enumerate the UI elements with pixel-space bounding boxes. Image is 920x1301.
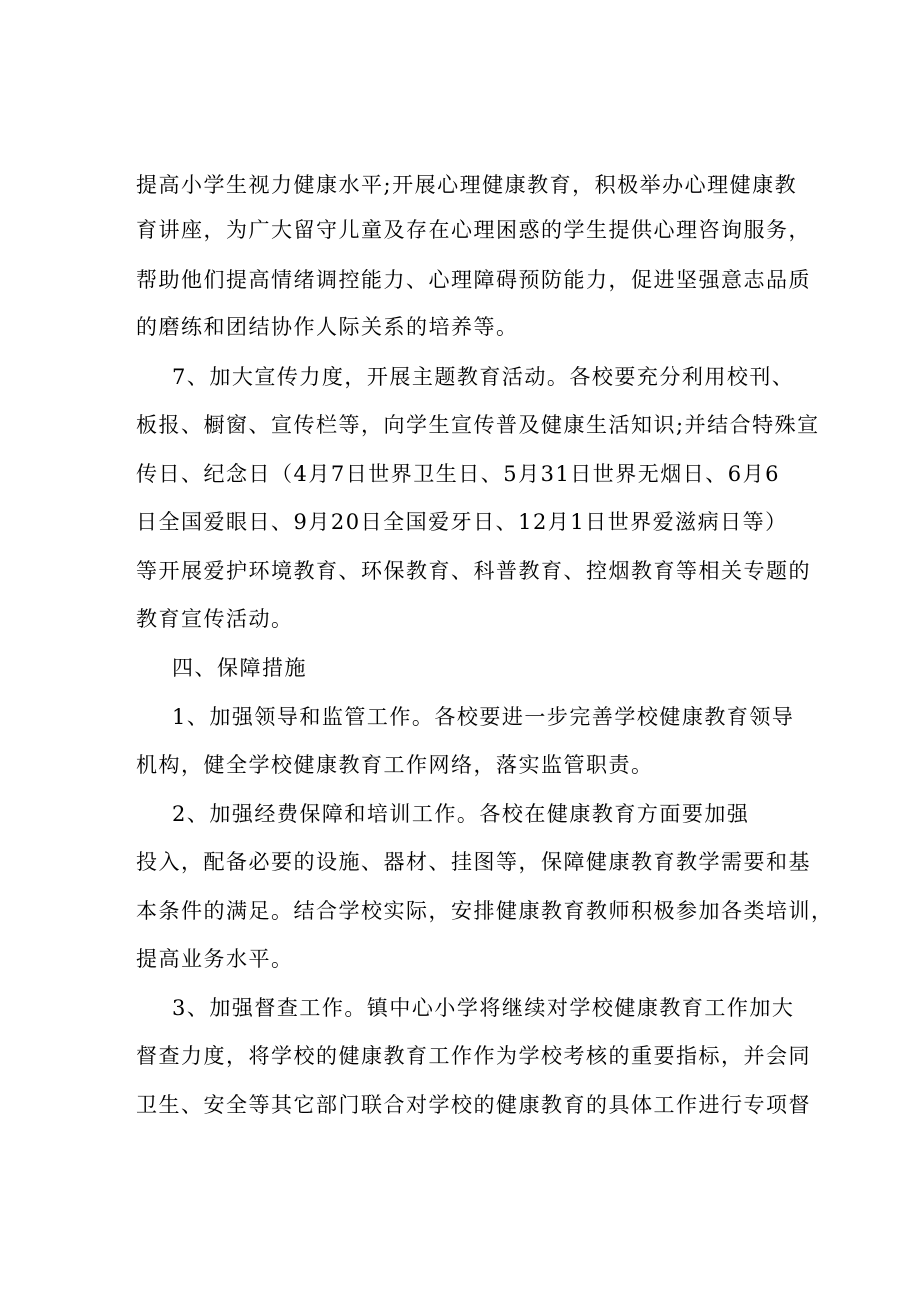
paragraph-start: 1、加强领导和监管工作。各校要进一步完善学校健康教育领导: [172, 705, 795, 729]
text-line: 卫生、安全等其它部门联合对学校的健康教育的具体工作进行专项督: [136, 1093, 811, 1117]
text-line: 机构，健全学校健康教育工作网络，落实监管职责。: [136, 753, 654, 777]
text-line: 的磨练和团结协作人际关系的培养等。: [136, 315, 519, 339]
paragraph-start: 2、加强经费保障和培训工作。各校在健康教育方面要加强: [172, 802, 750, 826]
text-line: 传日、纪念日（4月7日世界卫生日、5月31日世界无烟日、6月6: [136, 462, 781, 486]
text-line: 日全国爱眼日、9月20日全国爱牙日、12月1日世界爱滋病日等）: [136, 510, 788, 534]
text-line: 育讲座，为广大留守儿童及存在心理困惑的学生提供心理咨询服务，: [136, 218, 811, 242]
text-line: 提高小学生视力健康水平;开展心理健康教育，积极举办心理健康教: [136, 173, 798, 197]
text-line: 等开展爱护环境教育、环保教育、科普教育、控烟教育等相关专题的: [136, 559, 811, 583]
text-line: 帮助他们提高情绪调控能力、心理障碍预防能力，促进坚强意志品质: [136, 268, 811, 292]
paragraph-start: 3、加强督查工作。镇中心小学将继续对学校健康教育工作加大: [172, 996, 795, 1020]
text-line: 本条件的满足。结合学校实际，安排健康教育教师积极参加各类培训，: [136, 899, 834, 923]
text-line: 教育宣传活动。: [136, 607, 294, 631]
section-heading: 四、保障措施: [172, 656, 307, 680]
text-line: 提高业务水平。: [136, 947, 294, 971]
text-line: 督查力度，将学校的健康教育工作作为学校考核的重要指标，并会同: [136, 1044, 811, 1068]
text-line: 投入，配备必要的设施、器材、挂图等，保障健康教育教学需要和基: [136, 850, 811, 874]
paragraph-start: 7、加大宣传力度，开展主题教育活动。各校要充分利用校刊、: [172, 365, 795, 389]
text-line: 板报、橱窗、宣传栏等，向学生宣传普及健康生活知识;并结合特殊宣: [136, 413, 820, 437]
